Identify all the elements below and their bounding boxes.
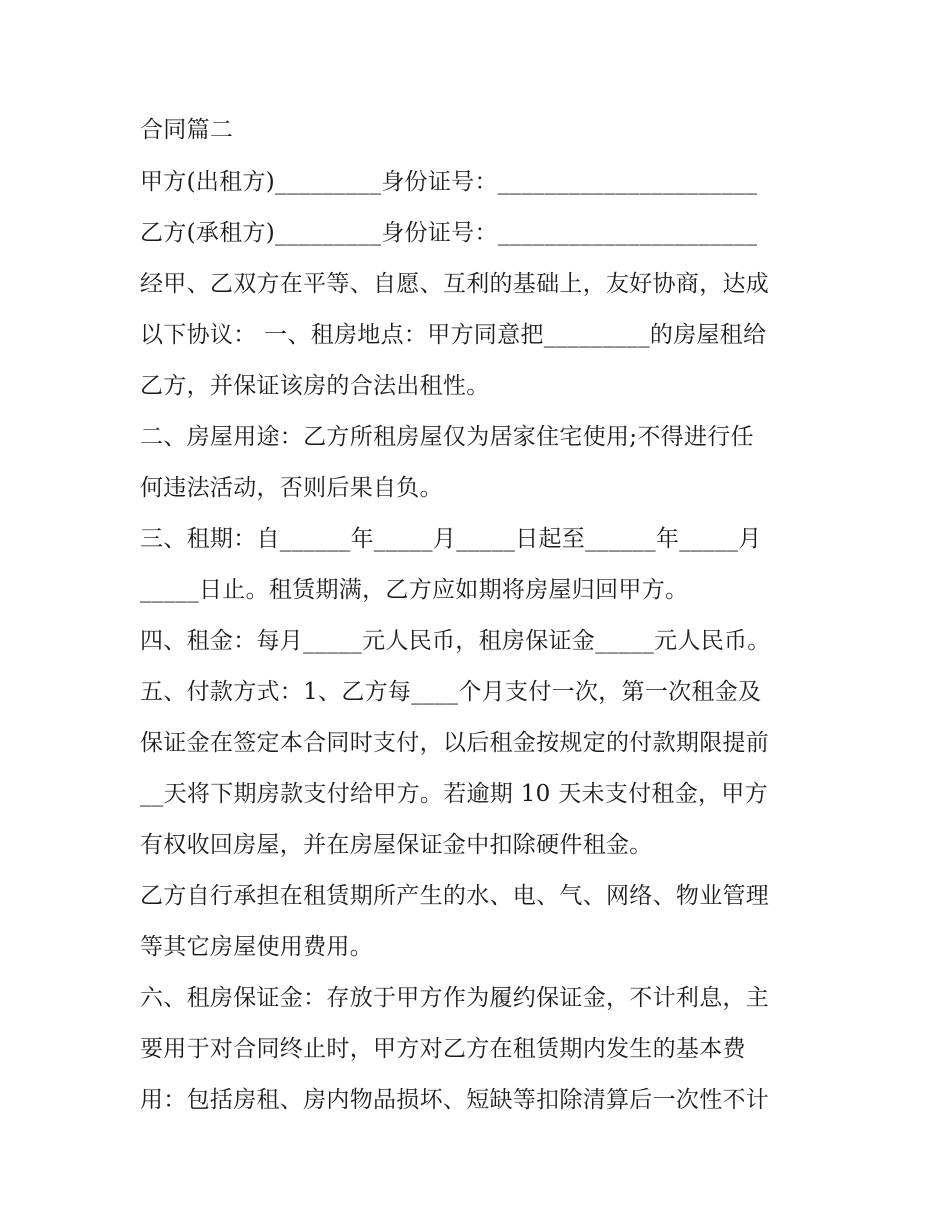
text-line: 乙方自行承担在租赁期所产生的水、电、气、网络、物业管理 bbox=[140, 883, 770, 909]
text-line: 以下协议： 一、租房地点：甲方同意把_________的房屋租给 bbox=[140, 322, 767, 348]
party-a-line: 甲方(出租方)_________身份证号：______________________ bbox=[140, 169, 758, 195]
party-b-line: 乙方(承租方)_________身份证号：______________________ bbox=[140, 220, 758, 246]
text-line: _____日止。租赁期满，乙方应如期将房屋归回甲方。 bbox=[140, 577, 689, 603]
text-line: 等其它房屋使用费用。 bbox=[140, 934, 373, 960]
section-title: 合同篇二 bbox=[140, 117, 234, 143]
text-line: 四、租金：每月_____元人民币，租房保证金_____元人民币。 bbox=[140, 628, 771, 654]
text-line: 六、租房保证金：存放于甲方作为履约保证金，不计利息，主 bbox=[140, 985, 770, 1011]
text-line: 要用于对合同终止时，甲方对乙方在租赁期内发生的基本费 bbox=[140, 1036, 746, 1062]
text-line: 乙方，并保证该房的合法出租性。 bbox=[140, 373, 490, 399]
text-line: 保证金在签定本合同时支付，以后租金按规定的付款期限提前 bbox=[140, 730, 770, 756]
text-line: 有权收回房屋，并在房屋保证金中扣除硬件租金。 bbox=[140, 832, 653, 858]
text-line: 经甲、乙双方在平等、自愿、互利的基础上，友好协商，达成 bbox=[140, 271, 770, 297]
text-line: 用：包括房租、房内物品损坏、短缺等扣除清算后一次性不计 bbox=[140, 1087, 770, 1113]
text-line: __天将下期房款支付给甲方。若逾期 10 天未支付租金，甲方 bbox=[140, 781, 768, 807]
text-line: 三、租期：自______年_____月_____日起至______年_____月 bbox=[140, 526, 762, 552]
text-line: 二、房屋用途：乙方所租房屋仅为居家住宅使用;不得进行任 bbox=[140, 424, 754, 450]
text-line: 何违法活动，否则后果自负。 bbox=[140, 475, 443, 501]
text-line: 五、付款方式：1、乙方每____个月支付一次，第一次租金及 bbox=[140, 679, 762, 705]
